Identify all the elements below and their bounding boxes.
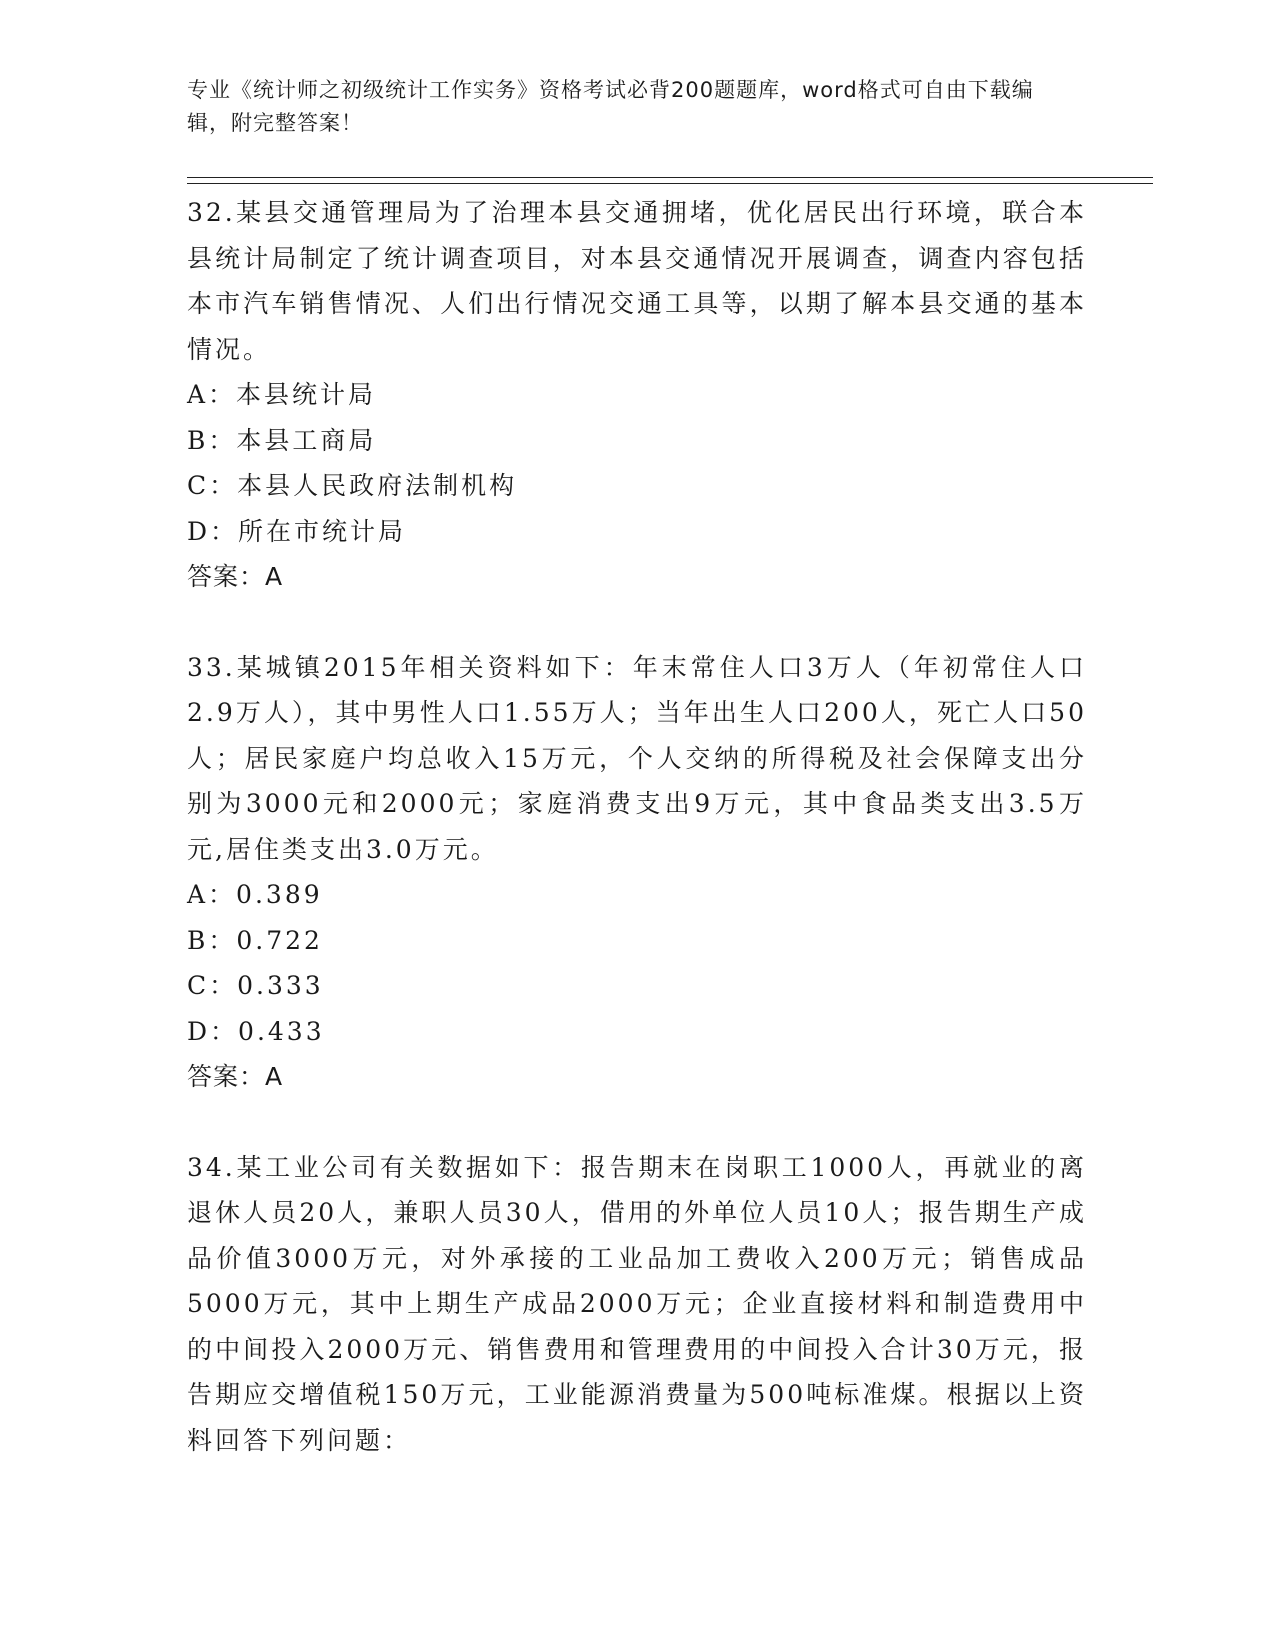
page-header: 专业《统计师之初级统计工作实务》资格考试必背200题题库，word格式可自由下载编辑，附完整答案！ <box>187 78 1034 135</box>
header-divider-bottom <box>187 183 1153 184</box>
question-32 <box>187 190 1087 600</box>
question-33 <box>187 645 1087 1100</box>
question-spacer <box>187 600 1087 645</box>
option-b: B：本县工商局 <box>187 425 377 455</box>
answer-line: 答案：A <box>187 562 284 591</box>
answer-line: 答案：A <box>187 1062 284 1091</box>
question-stem: 32.某县交通管理局为了治理本县交通拥堵，优化居民出行环境，联合本县统计局制定了统计调查项目，对本县交通情况开展调查，调查内容包括本市汽车销售情况、人们出行情况交通工具等，以期了解本县交通的基本情况。 <box>187 198 1087 364</box>
option-a: A：本县统计局 <box>187 380 377 409</box>
option-b: B：0.722 <box>187 925 323 955</box>
option-d: D：所在市统计局 <box>187 516 407 546</box>
option-c: C：本县人民政府法制机构 <box>187 471 518 500</box>
option-a: A：0.389 <box>187 880 323 909</box>
question-stem: 33.某城镇2015年相关资料如下：年末常住人口3万人（年初常住人口2.9万人），其中男性人口1.55万人；当年出生人口200人，死亡人口50人；居民家庭户均总收入15万元，个人交纳的所得税及社会保障支出分别为3000元和2000元；家庭消费支出9万元，其中食品类支出3.5万元,居住类支出3.0万元。 <box>187 652 1087 864</box>
option-d: D：0.433 <box>187 1016 325 1046</box>
question-34 <box>187 1145 1087 1464</box>
question-stem: 34.某工业公司有关数据如下：报告期末在岗职工1000人，再就业的离退休人员20人，兼职人员30人，借用的外单位人员10人；报告期生产成品价值3000万元，对外承接的工业品加工费收入200万元；销售成品5000万元，其中上期生产成品2000万元；企业直接材料和制造费用中的中间投入2000万元、销售费用和管理费用的中间投入合计30万元，报告期应交增值税150万元，工业能源消费量为500吨标准煤。根据以上资料回答下列问题： <box>187 1152 1087 1455</box>
option-c: C：0.333 <box>187 971 324 1000</box>
header-divider-top <box>187 177 1153 178</box>
question-spacer <box>187 1100 1087 1145</box>
question-list <box>187 190 1087 1463</box>
